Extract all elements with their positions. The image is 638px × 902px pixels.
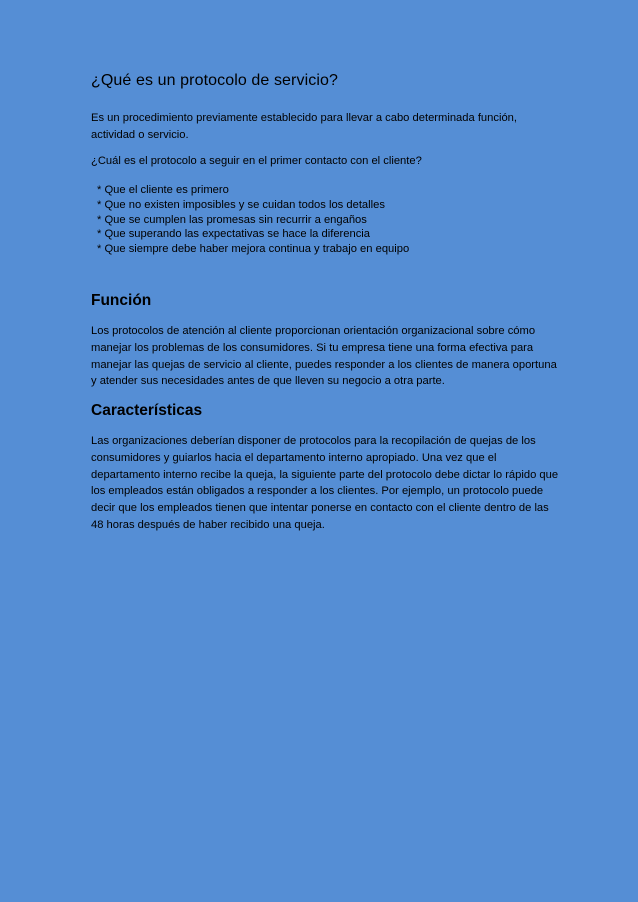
question-paragraph: ¿Cuál es el protocolo a seguir en el primer contacto con el cliente? [91,155,422,167]
page-title: ¿Qué es un protocolo de servicio? [91,72,338,89]
protocol-list [97,183,409,257]
intro-paragraph: Es un procedimiento previamente establecido para llevar a cabo determinada función, actividad o servicio. [91,112,517,141]
caracteristicas-paragraph: Las organizaciones deberían disponer de protocolos para la recopilación de quejas de los consumidores y guiarlos hacia el departamento interno apropiado. Una vez que el departamento interno recibe la queja, la siguiente parte del protocolo debe dictar lo rápido que los empleados están obligados a responder a los clientes. Por ejemplo, un protocolo puede decir que los empleados tienen que intentar ponerse en contacto con el cliente dentro de las 48 horas después de haber recibido una queja. [91,435,559,531]
section-heading-caracteristicas: Características [91,402,203,419]
list-item: * Que se cumplen las promesas sin recurrir a engaños [97,213,367,226]
list-item: * Que el cliente es primero [97,184,229,196]
list-item: * Que siempre debe haber mejora continua y trabajo en equipo [97,243,410,256]
funcion-paragraph: Los protocolos de atención al cliente proporcionan orientación organizacional sobre cómo manejar los problemas de los consumidores. Si tu empresa tiene una forma efectiva para manejar las quejas de servicio al cliente, puedes responder a los clientes de manera oportuna y atender sus necesidades antes de que lleven su negocio a otra parte. [91,325,557,388]
section-heading-funcion: Función [91,292,152,309]
list-item: * Que superando las expectativas se hace la diferencia [97,228,371,241]
list-item: * Que no existen imposibles y se cuidan todos los detalles [97,198,385,211]
